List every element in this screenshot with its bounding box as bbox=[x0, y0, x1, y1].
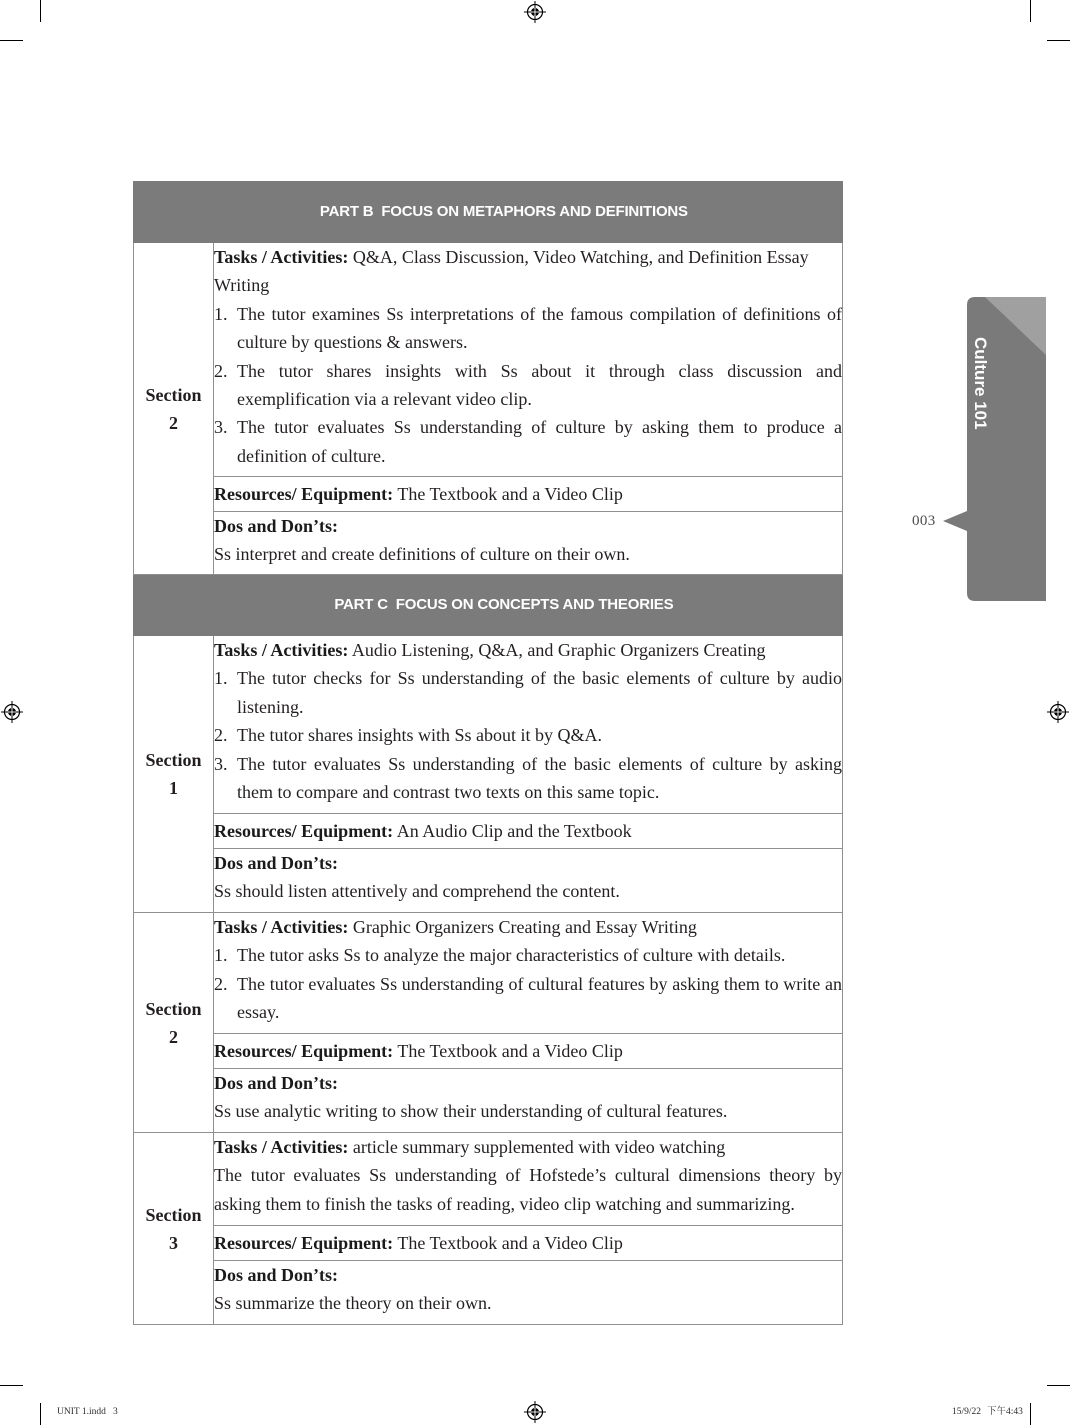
resources-value: The Textbook and a Video Clip bbox=[397, 1232, 623, 1253]
section-number: 1 bbox=[169, 778, 178, 798]
tasks-line bbox=[214, 636, 842, 664]
section-label: Section bbox=[145, 750, 202, 770]
slug-date: 15/9/22 bbox=[952, 1407, 982, 1417]
crop-mark bbox=[40, 0, 41, 22]
tasks-value: article summary supplemented with video watching bbox=[352, 1137, 726, 1157]
crop-mark bbox=[1030, 0, 1031, 22]
tasks-label: Tasks / Activities: bbox=[214, 247, 349, 267]
task-item bbox=[214, 357, 842, 414]
section-cell bbox=[134, 913, 214, 1133]
section-label: Section bbox=[145, 1204, 202, 1225]
section-number: 2 bbox=[169, 412, 178, 433]
tasks-value: Q&A, Class Discussion, Video Watching, and Definition Essay Writing bbox=[214, 247, 809, 296]
task-item bbox=[214, 721, 842, 749]
tasks-cell bbox=[214, 243, 843, 477]
tasks-line bbox=[214, 243, 842, 300]
dos-text: Ss use analytic writing to show their understanding of cultural features. bbox=[214, 1101, 728, 1122]
crop-mark bbox=[40, 1403, 41, 1425]
resources-label: Resources/ Equipment: bbox=[214, 820, 394, 841]
task-item-number: 2. bbox=[214, 973, 228, 994]
registration-mark-icon bbox=[1, 701, 23, 723]
task-item-number: 1. bbox=[214, 303, 228, 324]
side-tab-shape bbox=[943, 297, 1046, 601]
task-item-text: The tutor shares insights with Ss about it by Q&A. bbox=[237, 725, 602, 746]
dos-cell bbox=[214, 512, 843, 575]
dos-label: Dos and Don’ts: bbox=[214, 1265, 339, 1285]
slug-file-page: 3 bbox=[113, 1407, 118, 1417]
resources-label: Resources/ Equipment: bbox=[214, 1232, 394, 1253]
task-item bbox=[214, 970, 842, 1027]
tasks-value: Graphic Organizers Creating and Essay Writing bbox=[352, 917, 697, 937]
tasks-line bbox=[214, 1133, 842, 1161]
task-description: The tutor evaluates Ss understanding of Hofstede’s cultural dimensions theory by asking them to finish the tasks of reading, video clip watching and summarizing. bbox=[214, 1165, 842, 1214]
dos-label: Dos and Don’ts: bbox=[214, 853, 339, 873]
section-number: 3 bbox=[169, 1232, 178, 1253]
task-item-number: 3. bbox=[214, 753, 228, 774]
task-item-text: The tutor examines Ss interpretations of the famous compilation of definitions of culture by questions & answers. bbox=[237, 303, 842, 353]
task-item-text: The tutor checks for Ss understanding of the basic elements of culture by audio listening. bbox=[237, 668, 842, 717]
section-label: Section bbox=[145, 998, 202, 1019]
tasks-cell bbox=[214, 913, 843, 1034]
resources-label: Resources/ Equipment: bbox=[214, 483, 394, 504]
section-cell bbox=[134, 1133, 214, 1325]
task-item bbox=[214, 750, 842, 807]
resources-value: An Audio Clip and the Textbook bbox=[396, 820, 632, 841]
resources-cell bbox=[214, 1226, 843, 1261]
tasks-cell bbox=[214, 1133, 843, 1226]
resources-cell bbox=[214, 477, 843, 512]
resources-label: Resources/ Equipment: bbox=[214, 1040, 394, 1061]
task-item-number: 3. bbox=[214, 417, 228, 438]
task-item bbox=[214, 300, 842, 357]
dos-label: Dos and Don’ts: bbox=[214, 1073, 339, 1093]
dos-label: Dos and Don’ts: bbox=[214, 516, 339, 536]
task-item-number: 1. bbox=[214, 668, 228, 689]
task-item-text: The tutor evaluates Ss understanding of the basic elements of culture by asking them to compare and contrast two texts on this same topic. bbox=[237, 753, 842, 803]
tasks-label: Tasks / Activities: bbox=[214, 1137, 349, 1157]
tasks-cell bbox=[214, 636, 843, 814]
task-item-number: 2. bbox=[214, 725, 228, 746]
task-item-text: The tutor asks Ss to analyze the major characteristics of culture with details. bbox=[237, 945, 786, 966]
task-item-text: The tutor evaluates Ss understanding of culture by asking them to produce a definition of culture. bbox=[237, 417, 842, 466]
side-tab bbox=[940, 297, 1046, 601]
task-item-number: 2. bbox=[214, 360, 228, 381]
section-cell bbox=[134, 636, 214, 913]
resources-cell bbox=[214, 1034, 843, 1069]
crop-mark bbox=[1047, 1385, 1070, 1386]
task-item-text: The tutor evaluates Ss understanding of cultural features by asking them to write an essay. bbox=[237, 973, 842, 1023]
registration-mark-icon bbox=[524, 1401, 546, 1423]
part-header bbox=[134, 575, 843, 636]
tasks-line bbox=[214, 913, 842, 941]
crop-mark bbox=[0, 40, 23, 41]
resources-value: The Textbook and a Video Clip bbox=[397, 483, 623, 504]
task-item bbox=[214, 413, 842, 470]
task-item bbox=[214, 664, 842, 721]
side-tab-label: Culture 101 bbox=[971, 337, 990, 430]
page-number: 003 bbox=[912, 513, 936, 529]
resources-value: The Textbook and a Video Clip bbox=[397, 1040, 623, 1061]
part-header bbox=[134, 182, 843, 243]
task-item bbox=[214, 941, 842, 969]
tasks-label: Tasks / Activities: bbox=[214, 640, 349, 660]
part-header-text: PART B FOCUS ON METAPHORS AND DEFINITIONS bbox=[319, 203, 688, 220]
dos-text: Ss should listen attentively and comprehend the content. bbox=[214, 881, 620, 902]
crop-mark bbox=[0, 1385, 23, 1386]
part-header-text: PART C FOCUS ON CONCEPTS AND THEORIES bbox=[334, 596, 674, 613]
dos-cell bbox=[214, 1261, 843, 1325]
tasks-label: Tasks / Activities: bbox=[214, 917, 349, 937]
section-label: Section bbox=[145, 384, 202, 405]
lesson-plan-table bbox=[133, 181, 843, 1325]
tasks-value: Audio Listening, Q&A, and Graphic Organizers Creating bbox=[351, 640, 766, 660]
resources-cell bbox=[214, 814, 843, 849]
slug-time: 下午4:43 bbox=[987, 1407, 1023, 1417]
crop-mark bbox=[1047, 40, 1070, 41]
dos-text: Ss summarize the theory on their own. bbox=[214, 1293, 492, 1314]
task-item-number: 1. bbox=[214, 945, 228, 966]
registration-mark-icon bbox=[524, 1, 546, 23]
dos-text: Ss interpret and create definitions of culture on their own. bbox=[214, 544, 630, 565]
dos-cell bbox=[214, 1069, 843, 1133]
slug-file-name: UNIT 1.indd bbox=[57, 1407, 106, 1417]
section-cell bbox=[134, 243, 214, 575]
registration-mark-icon bbox=[1047, 701, 1069, 723]
section-number: 2 bbox=[169, 1026, 178, 1047]
task-item-text: The tutor shares insights with Ss about it through class discussion and exemplification via a relevant video clip. bbox=[237, 360, 842, 410]
crop-mark bbox=[1030, 1403, 1031, 1425]
dos-cell bbox=[214, 849, 843, 913]
